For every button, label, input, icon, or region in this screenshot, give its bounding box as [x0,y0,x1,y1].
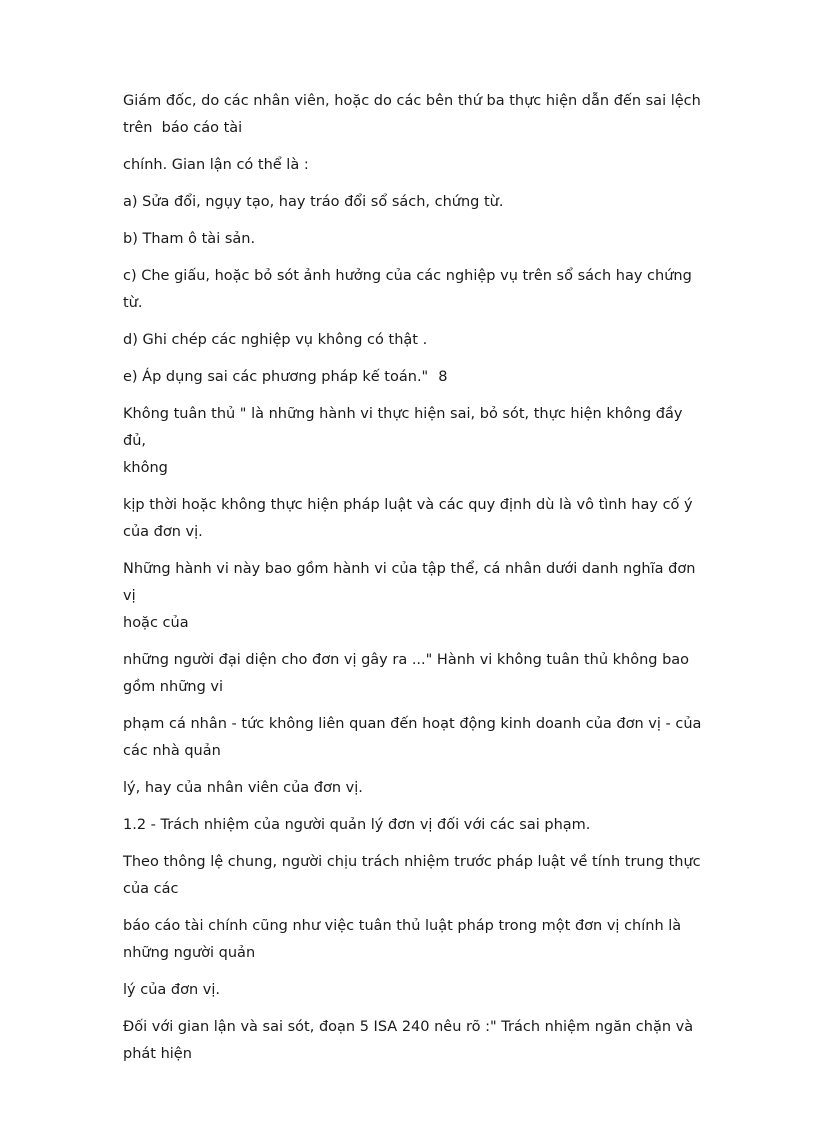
paragraph: chính. Gian lận có thể là : [123,157,309,173]
list-item: d) Ghi chép các nghiệp vụ không có thật . [123,332,428,348]
list-item: b) Tham ô tài sản. [123,231,256,247]
footnote-reference: 8 [438,369,448,385]
paragraph: Không tuân thủ " là những hành vi thực hiện sai, bỏ sót, thực hiện không đầy đủ, không [123,406,683,476]
document-page [123,88,703,1078]
paragraph: Theo thông lệ chung, người chịu trách nhiệm trước pháp luật về tính trung thực của các [123,854,701,897]
list-item-text: e) Áp dụng sai các phương pháp kế toán." [123,369,429,385]
paragraph: Giám đốc, do các nhân viên, hoặc do các bên thứ ba thực hiện dẫn đến sai lệch trên báo cáo tài [123,93,701,136]
paragraph: phạm cá nhân - tức không liên quan đến hoạt động kinh doanh của đơn vị - của các nhà quản [123,716,702,759]
paragraph: lý, hay của nhân viên của đơn vị. [123,780,363,796]
paragraph: báo cáo tài chính cũng như việc tuân thủ luật pháp trong một đơn vị chính là những người quản [123,918,682,961]
paragraph: những người đại diện cho đơn vị gây ra ..." Hành vi không tuân thủ không bao gồm những vi [123,652,690,695]
paragraph: lý của đơn vị. [123,982,220,998]
list-item: c) Che giấu, hoặc bỏ sót ảnh hưởng của các nghiệp vụ trên sổ sách hay chứng từ. [123,268,697,311]
paragraph: Những hành vi này bao gồm hành vi của tập thể, cá nhân dưới danh nghĩa đơn vị hoặc của [123,561,696,631]
list-item [123,364,703,391]
paragraph: kịp thời hoặc không thực hiện pháp luật và các quy định dù là vô tình hay cố ý của đơn vị. [123,497,693,540]
section-heading: 1.2 - Trách nhiệm của người quản lý đơn vị đối với các sai phạm. [123,817,591,833]
list-item: a) Sửa đổi, ngụy tạo, hay tráo đổi sổ sách, chứng từ. [123,194,504,210]
paragraph: Đối với gian lận và sai sót, đoạn 5 ISA 240 nêu rõ :" Trách nhiệm ngăn chặn và phát hiện [123,1019,694,1062]
